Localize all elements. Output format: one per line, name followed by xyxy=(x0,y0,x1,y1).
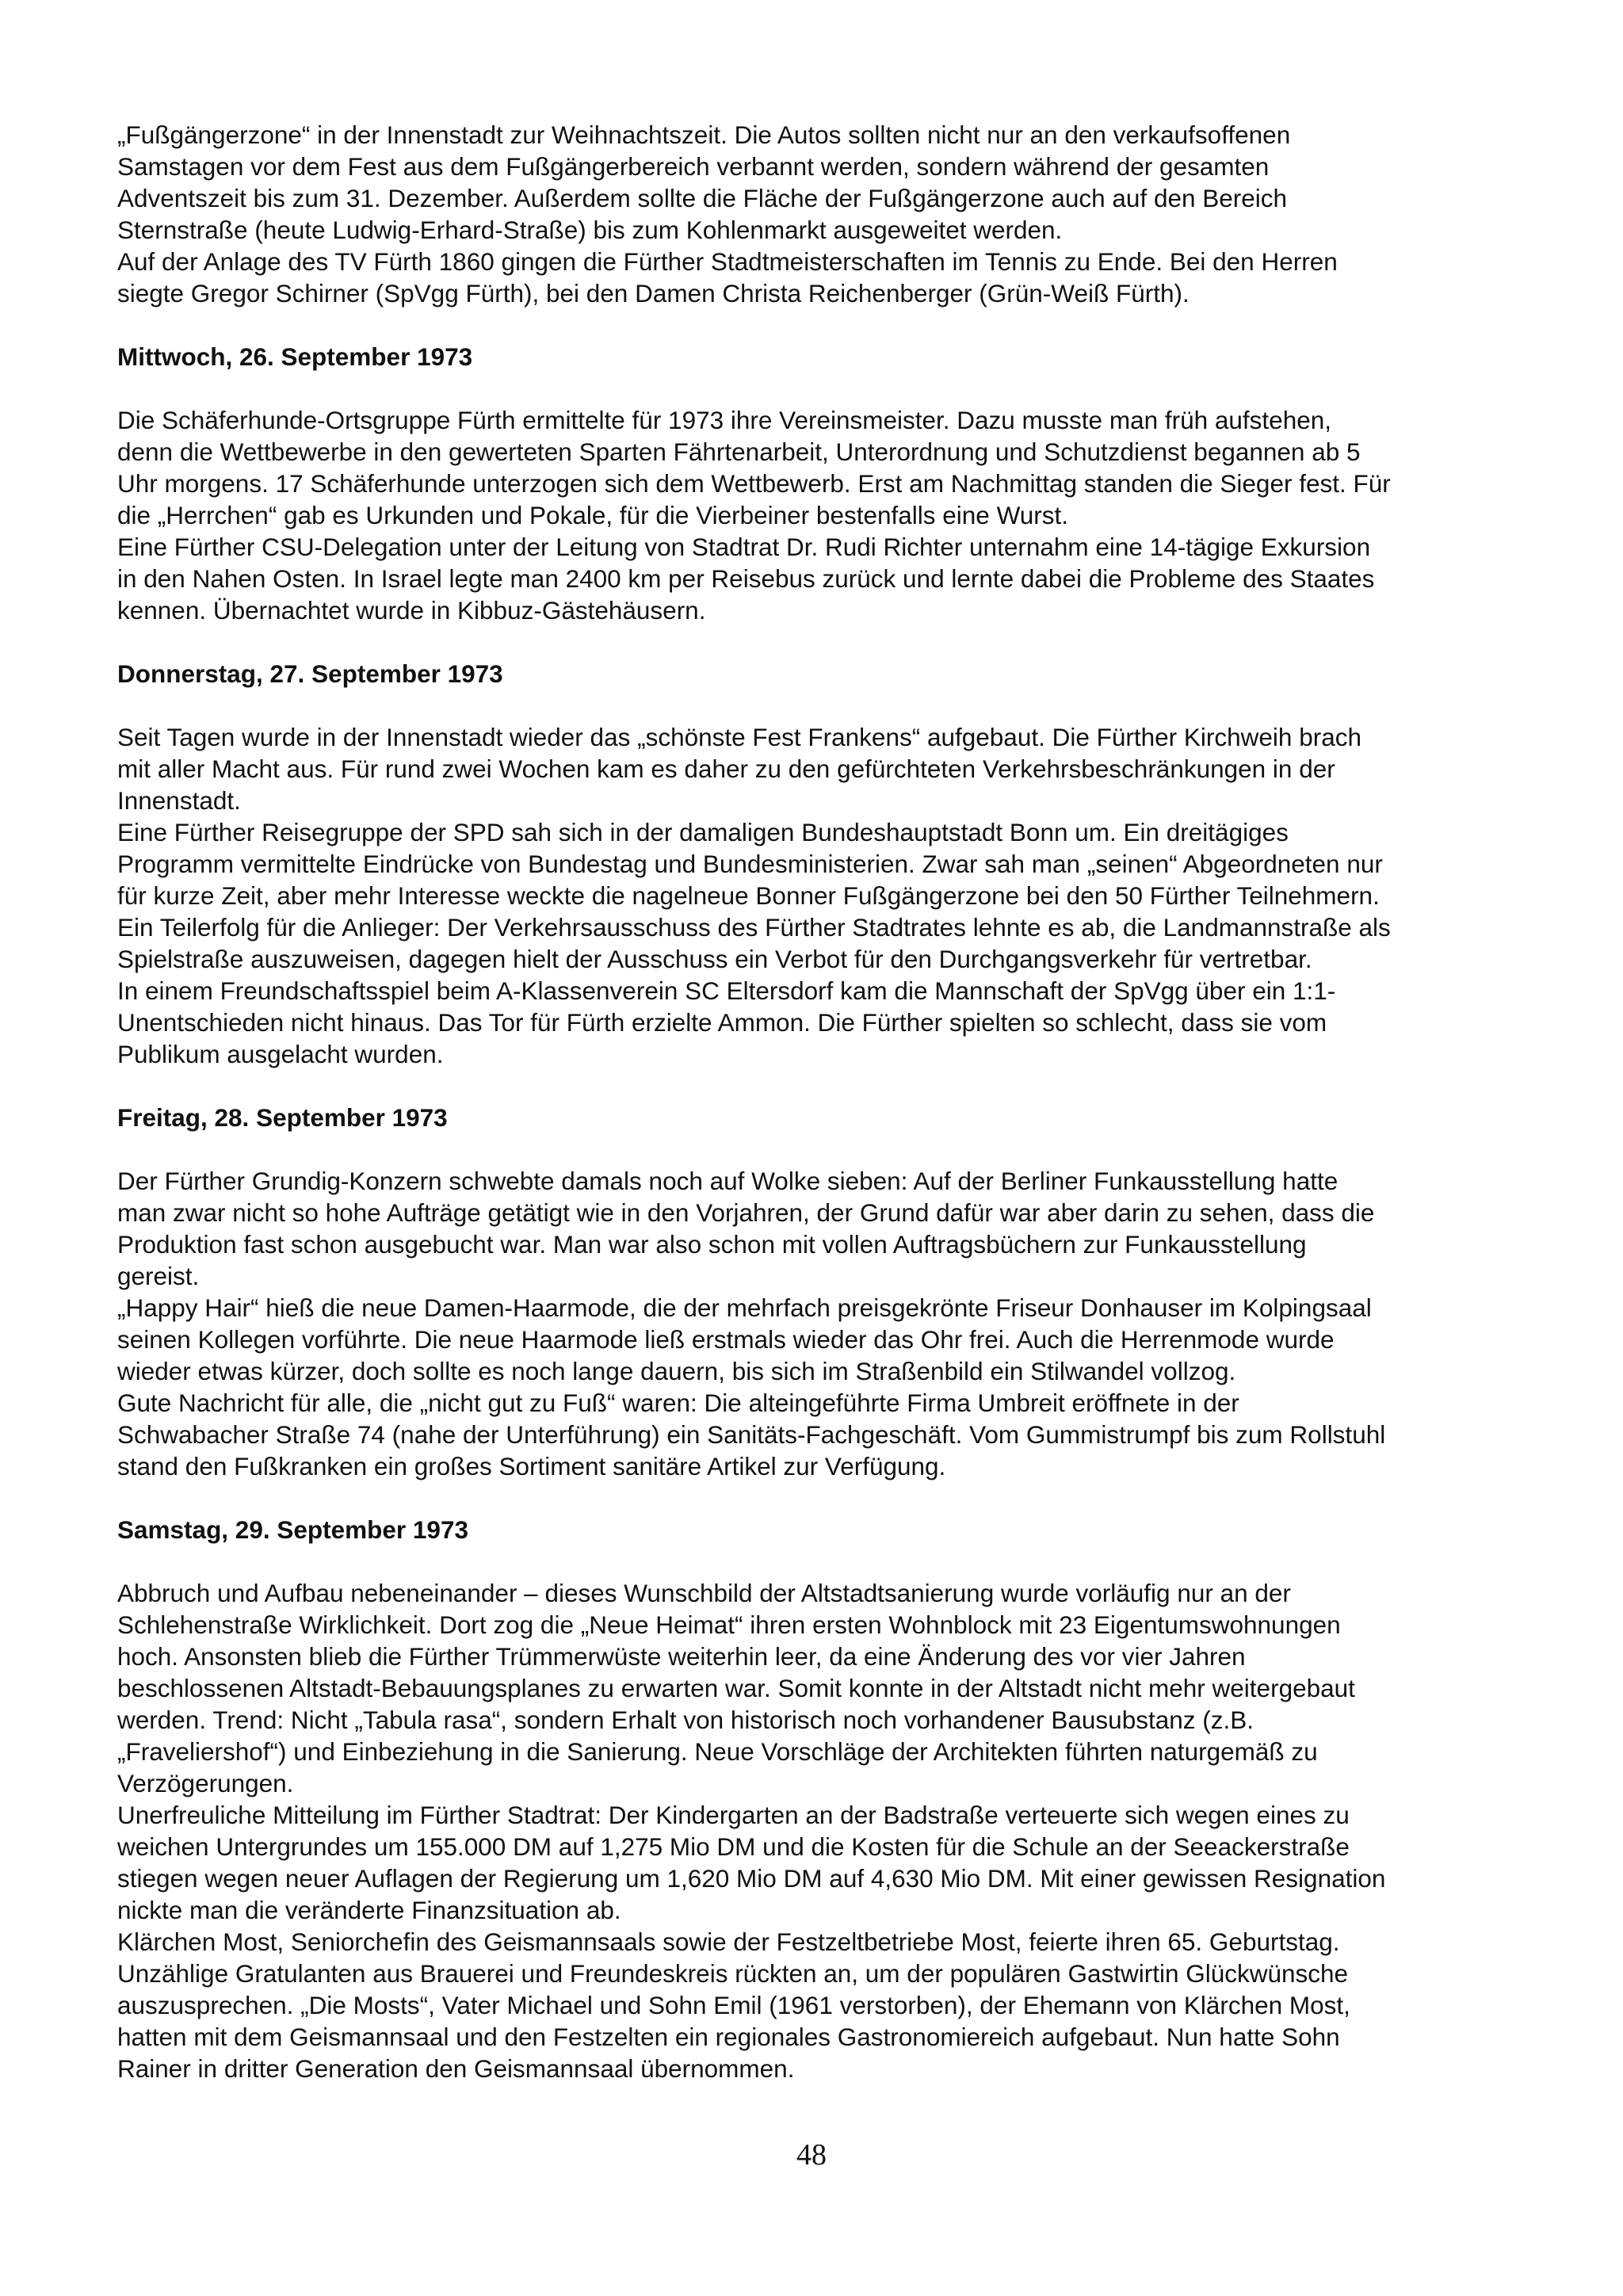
paragraph: Gute Nachricht für alle, die „nicht gut zu Fuß“ waren: Die alteingeführte Firma Umbreit eröffnete in der Schwabacher Straße 74 (nahe der Unterführung) ein Sanitäts-Fachgeschäft. Vom Gummistrumpf bis zum Rollstuhl stand den Fußkranken ein großes Sortiment sanitäre Artikel zur Verfügung. xyxy=(117,1389,1386,1480)
section-heading: Freitag, 28. September 1973 xyxy=(117,1103,448,1132)
paragraph: Klärchen Most, Seniorchefin des Geismannsaals sowie der Festzeltbetriebe Most, feierte ihren 65. Geburtstag. Unzählige Gratulanten aus Brauerei und Freundeskreis rückten an, um der populären Gastwirtin Glückwünsche auszusprechen. „Die Mosts“, Vater Michael und Sohn Emil (1961 verstorben), der Ehemann von Klärchen Most, hatten mit dem Geismannsaal und den Festzelten ein regionales Gastronomiereich aufgebaut. Nun hatte Sohn Rainer in dritter Generation den Geismannsaal übernommen. xyxy=(117,1927,1350,2083)
paragraph: In einem Freundschaftsspiel beim A-Klassenverein SC Eltersdorf kam die Mannschaft der SpVgg über ein 1:1- Unentschieden nicht hinaus. Das Tor für Fürth erzielte Ammon. Die Fürther spielten so schlecht, dass sie vom Publikum ausgelacht wurden. xyxy=(117,976,1336,1068)
paragraph: „Happy Hair“ hieß die neue Damen-Haarmode, die der mehrfach preisgekrönte Friseur Donhauser im Kolpingsaal seinen Kollegen vorführte. Die neue Haarmode ließ erstmals wieder das Ohr frei. Auch die Herrenmode wurde wieder etwas kürzer, doch sollte es noch lange dauern, bis sich im Straßenbild ein Stilwandel vollzog. xyxy=(117,1293,1372,1385)
paragraph: Abbruch und Aufbau nebeneinander – dieses Wunschbild der Altstadtsanierung wurde vorläufig nur an der Schlehenstraße Wirklichkeit. Dort zog die „Neue Heimat“ ihren ersten Wohnblock mit 23 Eigentumswohnungen hoch. Ansonsten blieb die Fürther Trümmerwüste weiterhin leer, da eine Änderung des vor vier Jahren beschlossenen Altstadt-Bebauungsplanes zu erwarten war. Somit konnte in der Altstadt nicht mehr weitergebaut werden. Trend: Nicht „Tabula rasa“, sondern Erhalt von historisch noch vorhandener Bausubstanz (z.B. „Fraveliershof“) und Einbeziehung in die Sanierung. Neue Vorschläge der Architekten führten naturgemäß zu Verzögerungen. xyxy=(117,1579,1355,1797)
paragraph: Auf der Anlage des TV Fürth 1860 gingen die Fürther Stadtmeisterschaften im Tennis zu Ende. Bei den Herren siegte Gregor Schirner (SpVgg Fürth), bei den Damen Christa Reichenberger (Grün-Weiß Fürth). xyxy=(117,247,1338,308)
paragraph: Ein Teilerfolg für die Anlieger: Der Verkehrsausschuss des Fürther Stadtrates lehnte es ab, die Landmannstraße als Spielstraße auszuweisen, dagegen hielt der Ausschuss ein Verbot für den Durchgangsverkehr für vertretbar. xyxy=(117,913,1391,973)
section-heading: Mittwoch, 26. September 1973 xyxy=(117,342,473,371)
paragraph: Eine Fürther CSU-Delegation unter der Leitung von Stadtrat Dr. Rudi Richter unternahm eine 14-tägige Exkursion in den Nahen Osten. In Israel legte man 2400 km per Reisebus zurück und lernte dabei die Probleme des Staates kennen. Übernachtet wurde in Kibbuz-Gästehäusern. xyxy=(117,533,1375,625)
paragraph: „Fußgängerzone“ in der Innenstadt zur Weihnachtszeit. Die Autos sollten nicht nur an den verkaufsoffenen Samstagen vor dem Fest aus dem Fußgängerbereich verbannt werden, sondern während der gesamten Adventszeit bis zum 31. Dezember. Außerdem sollte die Fläche der Fußgängerzone auch auf den Bereich Sternstraße (heute Ludwig-Erhard-Straße) bis zum Kohlenmarkt ausgeweitet werden. xyxy=(117,120,1291,244)
paragraph: Unerfreuliche Mitteilung im Fürther Stadtrat: Der Kindergarten an der Badstraße verteuerte sich wegen eines zu weichen Untergrundes um 155.000 DM auf 1,275 Mio DM und die Kosten für die Schule an der Seeackerstraße stiegen wegen neuer Auflagen der Regierung um 1,620 Mio DM auf 4,630 Mio DM. Mit einer gewissen Resignation nickte man die veränderte Finanzsituation ab. xyxy=(117,1801,1386,1924)
document-body xyxy=(117,119,1512,2084)
section-heading: Samstag, 29. September 1973 xyxy=(117,1515,468,1544)
page-number: 48 xyxy=(796,2138,827,2172)
paragraph: Die Schäferhunde-Ortsgruppe Fürth ermittelte für 1973 ihre Vereinsmeister. Dazu musste man früh aufstehen, denn die Wettbewerbe in den gewerteten Sparten Fährtenarbeit, Unterordnung und Schutzdienst begannen ab 5 Uhr morgens. 17 Schäferhunde unterzogen sich dem Wettbewerb. Erst am Nachmittag standen die Sieger fest. Für die „Herrchen“ gab es Urkunden und Pokale, für die Vierbeiner bestenfalls eine Wurst. xyxy=(117,406,1391,529)
paragraph: Der Fürther Grundig-Konzern schwebte damals noch auf Wolke sieben: Auf der Berliner Funkausstellung hatte man zwar nicht so hohe Aufträge getätigt wie in den Vorjahren, der Grund dafür war aber darin zu sehen, dass die Produktion fast schon ausgebucht war. Man war also schon mit vollen Auftragsbüchern zur Funkausstellung gereist. xyxy=(117,1167,1375,1290)
section-heading: Donnerstag, 27. September 1973 xyxy=(117,659,503,688)
paragraph: Eine Fürther Reisegruppe der SPD sah sich in der damaligen Bundeshauptstadt Bonn um. Ein dreitägiges Programm vermittelte Eindrücke von Bundestag und Bundesministerien. Zwar sah man „seinen“ Abgeordneten nur für kurze Zeit, aber mehr Interesse weckte die nagelneue Bonner Fußgängerzone bei den 50 Fürther Teilnehmern. xyxy=(117,818,1383,910)
paragraph: Seit Tagen wurde in der Innenstadt wieder das „schönste Fest Frankens“ aufgebaut. Die Fürther Kirchweih brach mit aller Macht aus. Für rund zwei Wochen kam es daher zu den gefürchteten Verkehrsbeschränkungen in der Innenstadt. xyxy=(117,723,1362,815)
